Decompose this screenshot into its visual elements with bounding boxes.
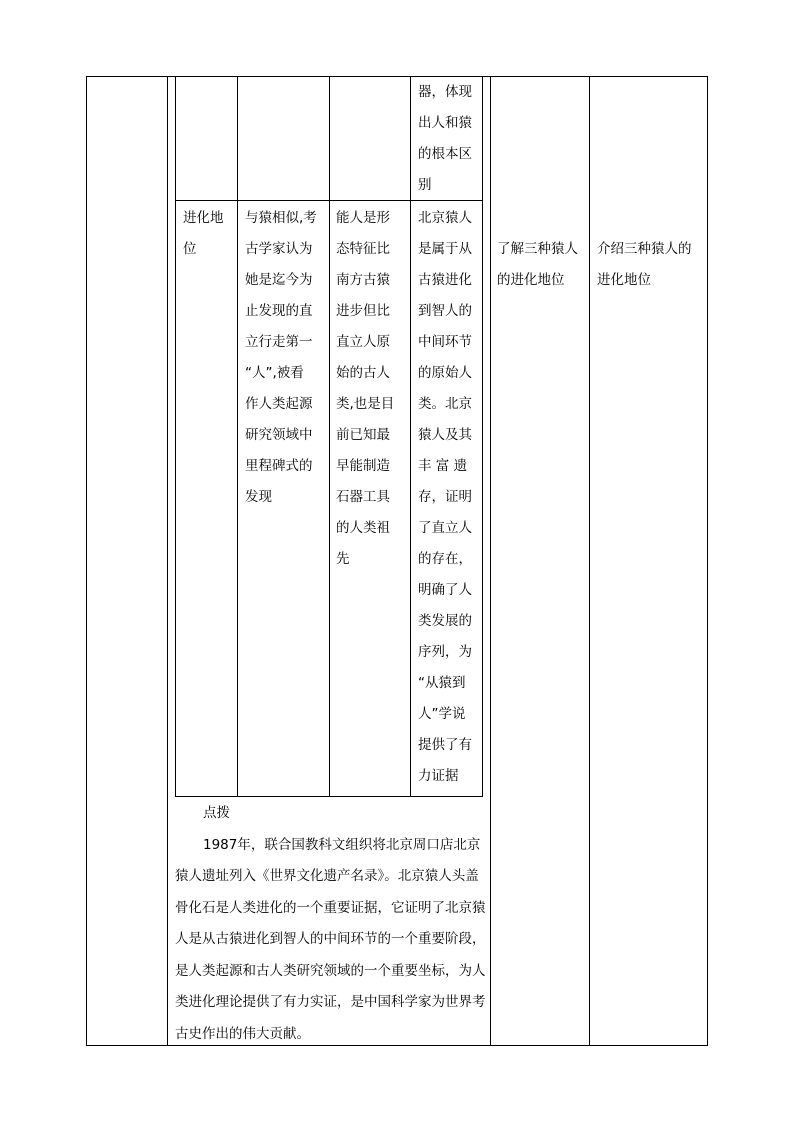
teacher-activity-cell: 介绍三种猿人的 进化地位 (597, 241, 692, 288)
inner-left-border (175, 76, 176, 797)
inner-row1-col4: 器，体现 出人和猿 的根本区 别 (418, 84, 472, 193)
inner-row2-col1: 进化地 位 (183, 210, 224, 257)
student-activity-cell: 了解三种猿人 的进化地位 (497, 241, 578, 288)
note-body: 1987年，联合国教科文组织将北京周口店北京猿人遗址列入《世界文化遗产名录》。北京猿人头盖骨化石是人类进化的一个重要证据，它证明了北京猿人是从古猿进化到智人的中间环节的一个重要阶段，是人类起源和古人类研究领域的一个重要坐标，为人类进化理论提供了有力实证，是中国科学家为世界考古史作出的伟大贡献。 (175, 836, 486, 1042)
outer-top-border (86, 76, 708, 77)
inner-row2-col3: 能人是形 态特征比 南方古猿 进步但比 直立人原 始的古人 类,也是目 前已知最 早能制造 石器工具 的人类祖 先 (336, 210, 395, 567)
inner-bottom-border (175, 796, 483, 797)
inner-right-border (482, 76, 483, 797)
col-divider-2 (490, 76, 491, 1046)
inner-row2-col2: 与猿相似,考 古学家认为 她是迄今为 止发现的直 立行走第一 “人”,被看 作人类起源 研究领域中 里程碑式的 发现 (245, 210, 317, 505)
inner-row2-col4: 北京猿人 是属于从 古猿进化 到智人的 中间环节 的原始人 类。北京 猿人及其 丰 富 遗 存，证明 了直立人 的存在， 明确了人 类发展的 序列，为 “从猿到 人”学说 提供了有 力证据 (418, 210, 472, 784)
inner-col-divider-3 (410, 76, 411, 797)
outer-left-border (86, 76, 87, 1046)
col-divider-1 (167, 76, 168, 1046)
note-section (175, 798, 486, 1050)
inner-col-divider-1 (237, 76, 238, 797)
col-divider-3 (589, 76, 590, 1046)
note-heading: 点拨 (203, 805, 230, 821)
outer-right-border (707, 76, 708, 1046)
inner-col-divider-2 (329, 76, 330, 797)
